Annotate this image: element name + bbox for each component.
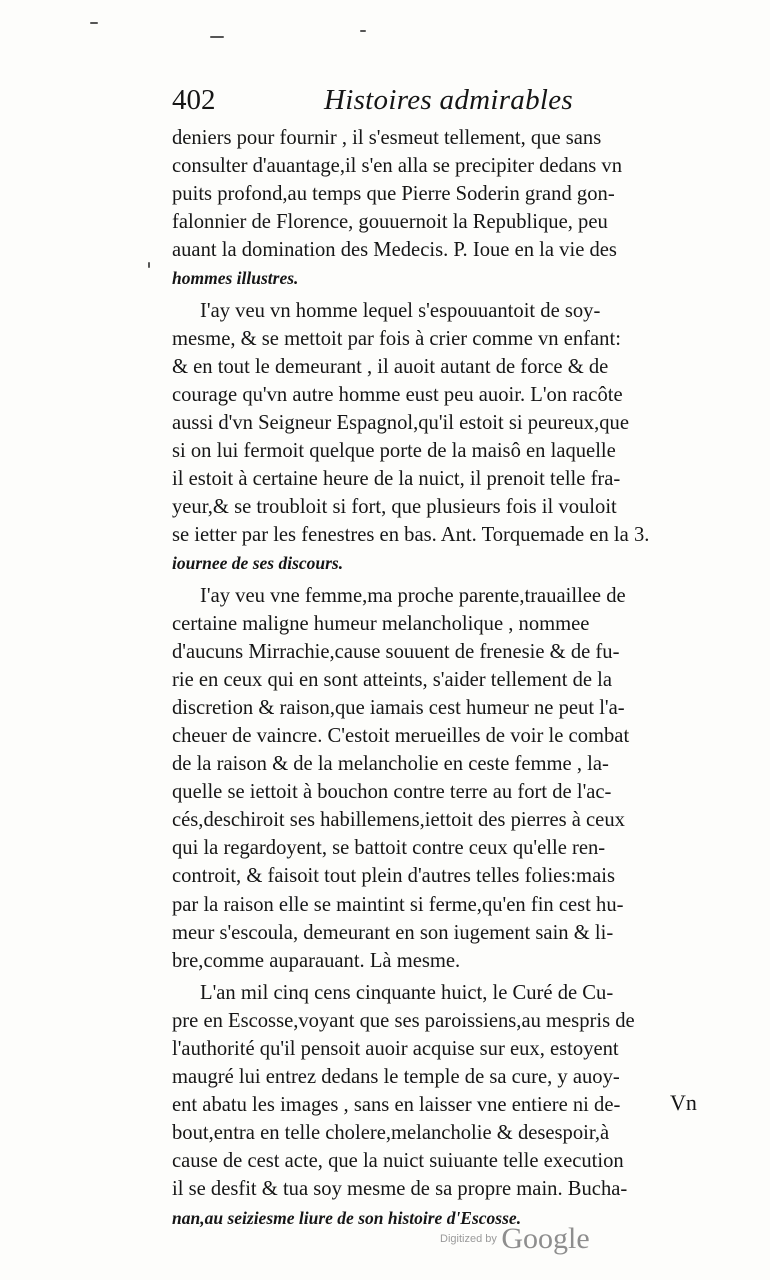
text-line: meur s'escoula, demeurant en son iugement sain & li- [172, 921, 614, 944]
text-line: mesme, & se mettoit par fois à crier comme vn enfant: [172, 327, 621, 350]
text-line: maugré lui entrez dedans le temple de sa cure, y auoy- [172, 1066, 620, 1089]
text-line: d'aucuns Mirrachie,cause souuent de frenesie & de fu- [172, 640, 620, 663]
page-header [172, 82, 692, 122]
google-logo: Google [501, 1222, 590, 1255]
page-number: 402 [172, 84, 216, 116]
scan-speck [148, 262, 150, 268]
text-line: par la raison elle se maintint si ferme,qu'en fin cest hu- [172, 893, 624, 916]
text-line: certaine maligne humeur melancholique , nommee [172, 612, 590, 635]
text-line: cés,deschiroit ses habillemens,iettoit des pierres à ceux [172, 809, 625, 832]
text-line: si on lui fermoit quelque porte de la maisô en laquelle [172, 440, 616, 463]
citation-line: iournee de ses discours. [172, 553, 344, 574]
text-line: qui la regardoyent, se battoit contre ceux qu'elle ren- [172, 837, 606, 860]
text-line: de la raison & de la melancholie en ceste femme , la- [172, 753, 609, 776]
text-line: deniers pour fournir , il s'esmeut tellement, que sans [172, 127, 602, 149]
text-line: quelle se iettoit à bouchon contre terre au fort de l'ac- [172, 781, 612, 804]
text-line: consulter d'auantage,il s'en alla se precipiter dedans vn [172, 155, 623, 178]
text-line: ent abatu les images , sans en laisser vne entiere ni de- [172, 1094, 621, 1117]
text-line: cheuer de vaincre. C'estoit merueilles de voir le combat [172, 724, 630, 747]
text-line: pre en Escosse,voyant que ses paroissiens,au mespris de [172, 1009, 635, 1032]
text-line: controit, & faisoit tout plein d'autres telles folies:mais [172, 865, 615, 888]
citation-line: hommes illustres. [172, 268, 299, 289]
text-line: courage qu'vn autre homme eust peu auoir. L'on racôte [172, 383, 623, 406]
text-line: aussi d'vn Seigneur Espagnol,qu'il estoit si peureux,que [172, 411, 629, 434]
text-line: auant la domination des Medecis. P. Ioue en la vie des [172, 239, 617, 262]
catchword: Vn [670, 1090, 697, 1115]
text-line: rie en ceux qui en sont atteints, s'aider tellement de la [172, 668, 613, 691]
google-watermark [440, 1222, 590, 1256]
text-line: il estoit à certaine heure de la nuict, il prenoit telle fra- [172, 468, 621, 491]
text-line: bre,comme auparauant. Là mesme. [172, 949, 461, 972]
running-title: Histoires admirables [324, 84, 574, 116]
text-line: puits profond,au temps que Pierre Soderin grand gon- [172, 183, 615, 206]
paragraph-first-line: I'ay veu vne femme,ma proche parente,trauaillee de [200, 584, 626, 607]
scan-speck [90, 22, 98, 24]
scan-speck [210, 36, 224, 38]
text-line: yeur,& se troubloit si fort, que plusieurs fois il vouloit [172, 496, 617, 519]
paragraph-first-line: L'an mil cinq cens cinquante huict, le Curé de Cu- [200, 981, 614, 1004]
text-line: il se desfit & tua soy mesme de sa propre main. Bucha- [172, 1178, 628, 1201]
paragraph-first-line: I'ay veu vn homme lequel s'espouuantoit de soy- [200, 299, 601, 322]
citation-line: nan,au seiziesme liure de son histoire d'Escosse. [172, 1207, 522, 1228]
text-line: cause de cest acte, que la nuict suiuante telle execution [172, 1150, 624, 1173]
text-line: l'authorité qu'il pensoit auoir acquise sur eux, estoyent [172, 1038, 619, 1060]
text-line: & en tout le demeurant , il auoit autant de force & de [172, 355, 609, 378]
scan-speck [360, 30, 366, 32]
text-line: bout,entra en telle cholere,melancholie & desespoir,à [172, 1122, 610, 1145]
digitized-by-label: Digitized by [440, 1233, 497, 1245]
body-text [172, 124, 702, 1232]
text-line: discretion & raison,que iamais cest humeur ne peut l'a- [172, 696, 625, 719]
text-line: se ietter par les fenestres en bas. Ant. Torquemade en la 3. [172, 524, 650, 547]
text-line: falonnier de Florence, gouuernoit la Republique, peu [172, 211, 608, 234]
